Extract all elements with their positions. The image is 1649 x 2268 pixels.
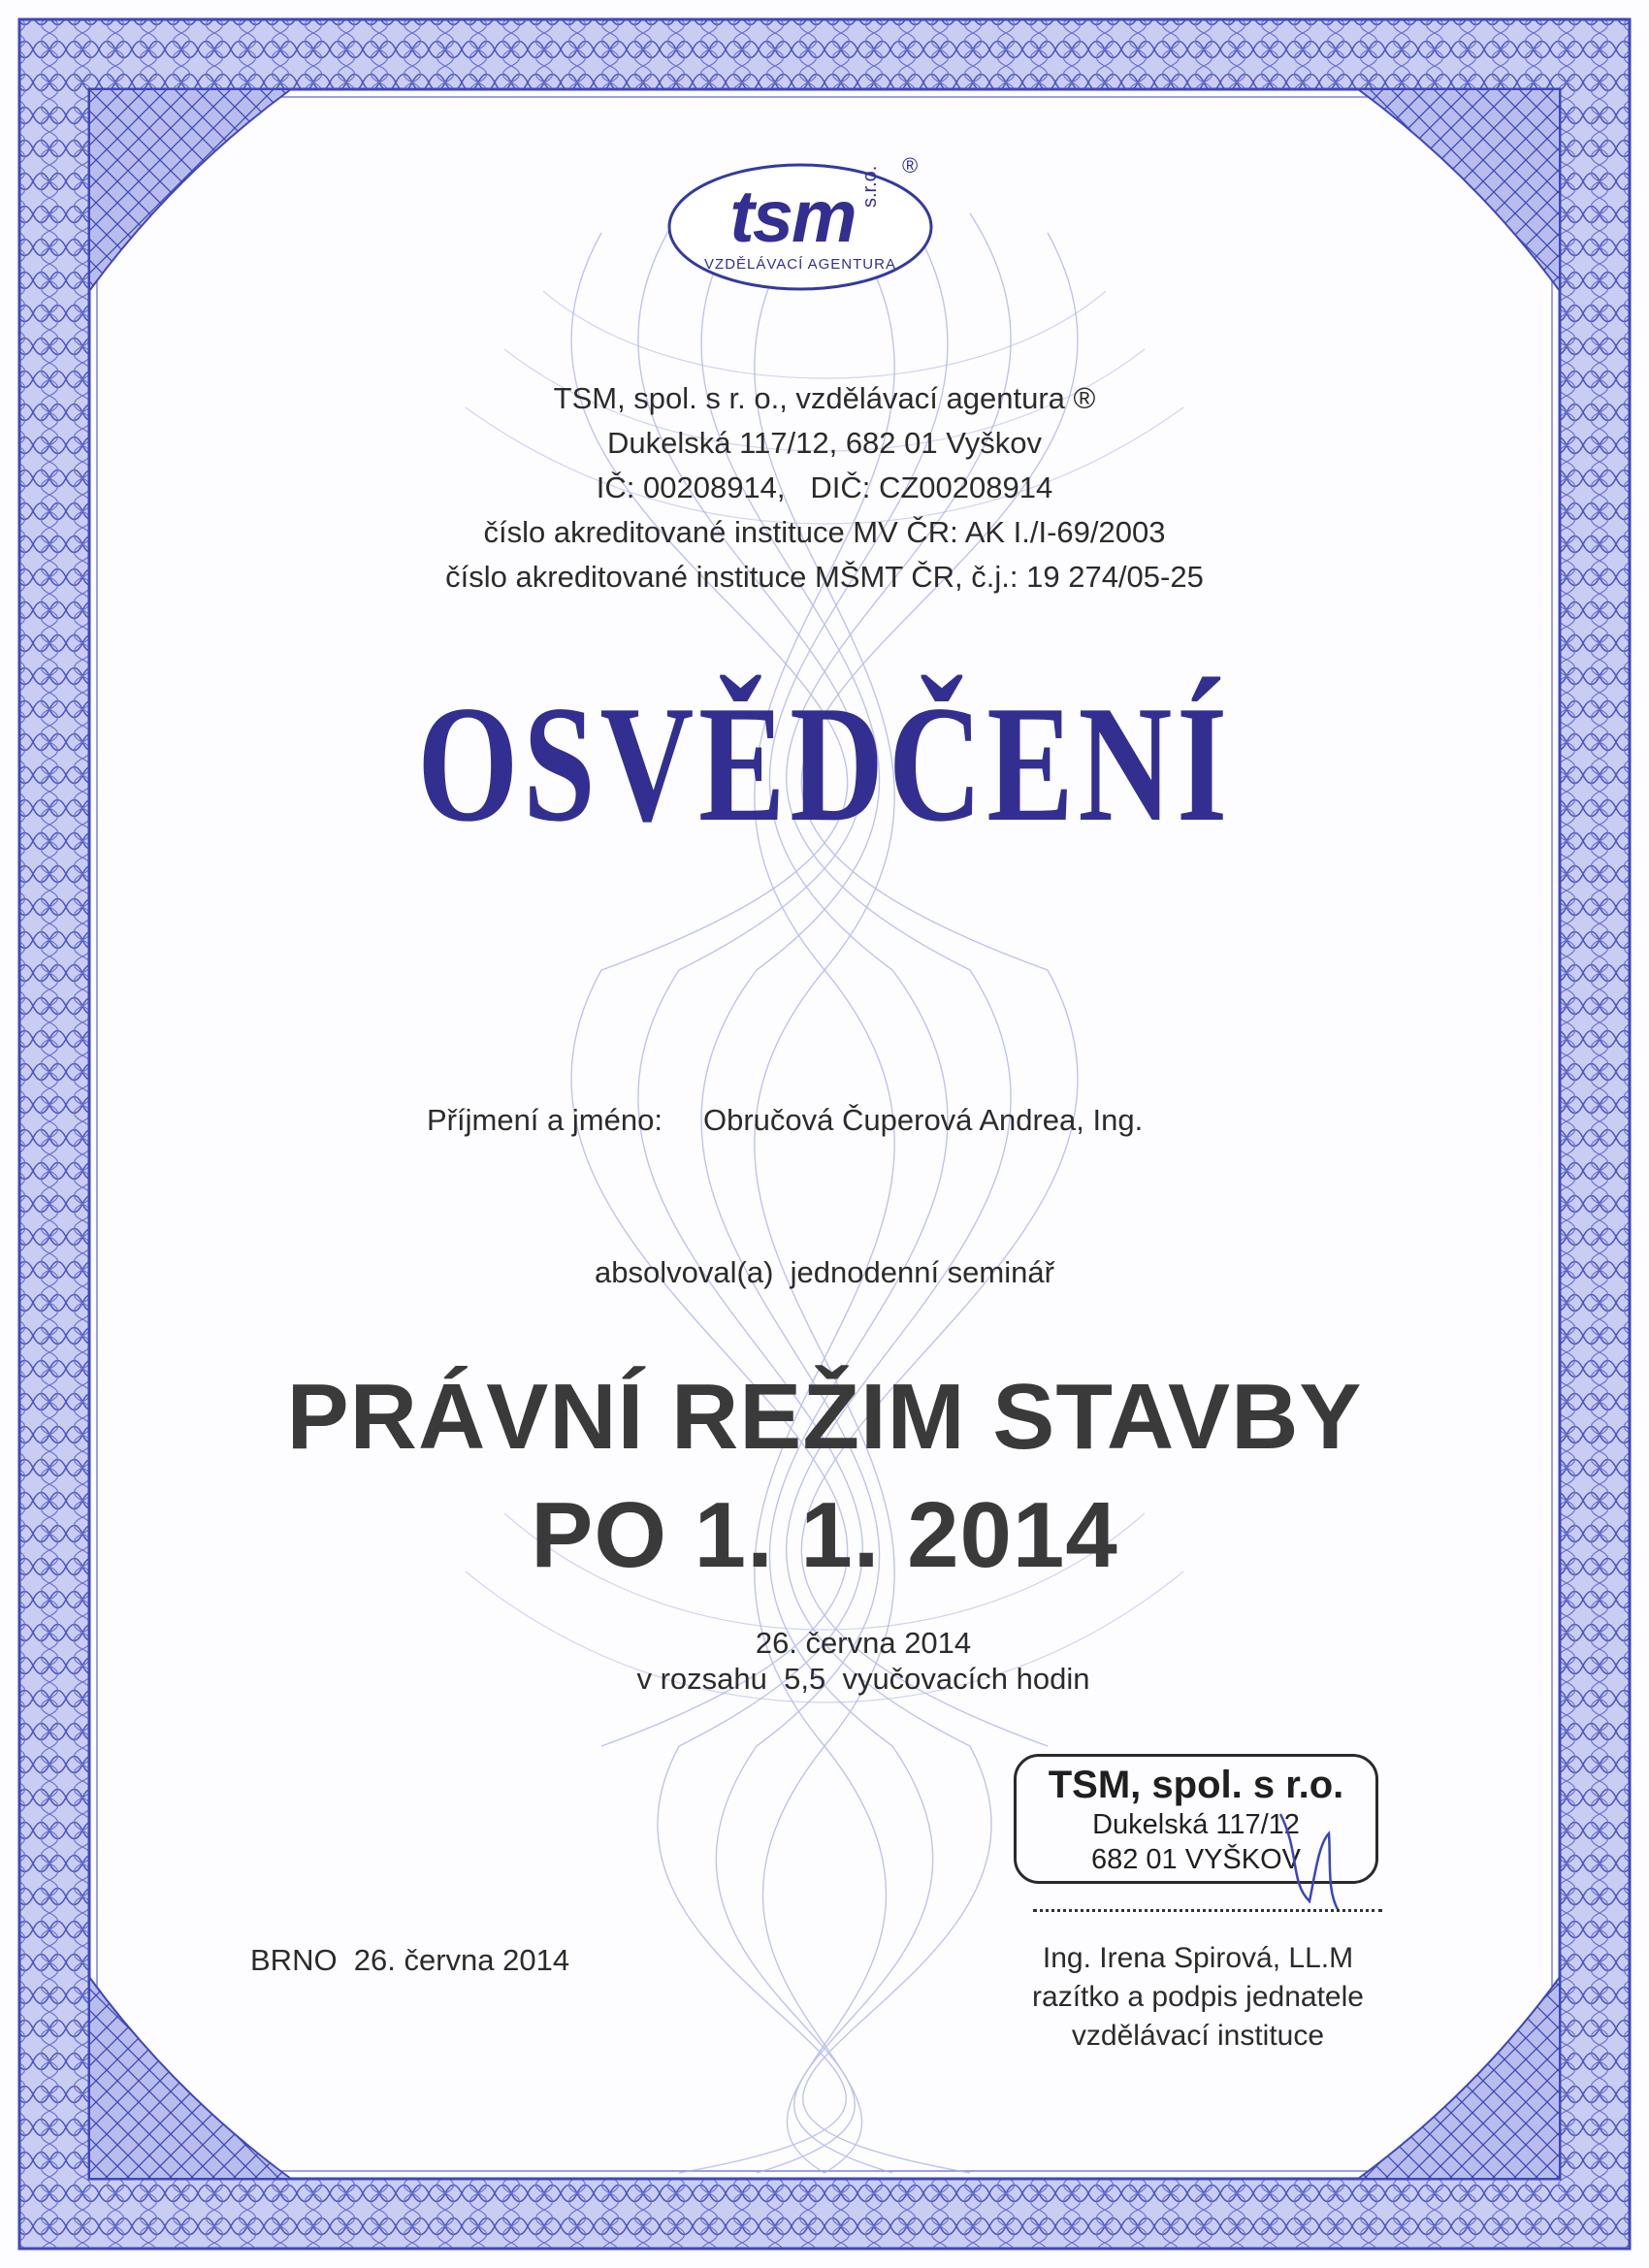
stamp-line1: TSM, spol. s r.o. [1048, 1764, 1344, 1806]
signatory-role-line1: razítko a podpis jednatele [1032, 1981, 1364, 2013]
course-title-line1: PRÁVNÍ REŽIM STAVBY [286, 1365, 1363, 1469]
signatory-name: Ing. Irena Spirová, LL.M [1042, 1942, 1354, 1974]
certificate-title: OSVĚDČENÍ [417, 672, 1232, 857]
stamp-line2: Dukelská 117/12 [1092, 1809, 1300, 1840]
completed-text: absolvoval(a) jednodenní seminář [595, 1255, 1054, 1289]
recipient-name: Obručová Čuperová Andrea, Ing. [703, 1103, 1144, 1137]
signatory-role-line2: vzdělávací instituce [1071, 2020, 1325, 2052]
course-title [0, 1363, 1649, 1590]
tsm-logo [660, 153, 941, 299]
signature-scribble [1271, 1795, 1348, 1921]
issuer-ids: IČ: 00208914, DIČ: CZ00208914 [596, 470, 1053, 504]
recipient-label: Příjmení a jméno: [427, 1103, 663, 1137]
logo-ring-text: VZDĚLÁVACÍ AGENTURA [704, 256, 896, 273]
course-scope: v rozsahu 5,5 vyučovacích hodin [636, 1662, 1090, 1696]
issuer-accreditation-msmt: číslo akreditované instituce MŠMT ČR, č.j.: 19 274/05-25 [445, 560, 1204, 594]
issuer-accreditation-mv: číslo akreditované instituce MV ČR: AK I./I-69/2003 [483, 515, 1166, 549]
logo-registered: ® [902, 153, 919, 178]
issuer-block [0, 376, 1649, 599]
signature-line [1033, 1909, 1382, 1916]
place-date: BRNO 26. června 2014 [250, 1943, 570, 1977]
stamp-line3: 682 01 VYŠKOV [1090, 1844, 1302, 1875]
issuer-address: Dukelská 117/12, 682 01 Vyškov [606, 426, 1043, 460]
course-title-line2: PO 1. 1. 2014 [531, 1483, 1118, 1587]
issuer-name: TSM, spol. s r. o., vzdělávací agentura ® [553, 381, 1096, 415]
logo-suffix: s.r.o. [859, 165, 881, 208]
course-date: 26. června 2014 [755, 1626, 972, 1660]
logo-text: tsm [729, 176, 856, 258]
